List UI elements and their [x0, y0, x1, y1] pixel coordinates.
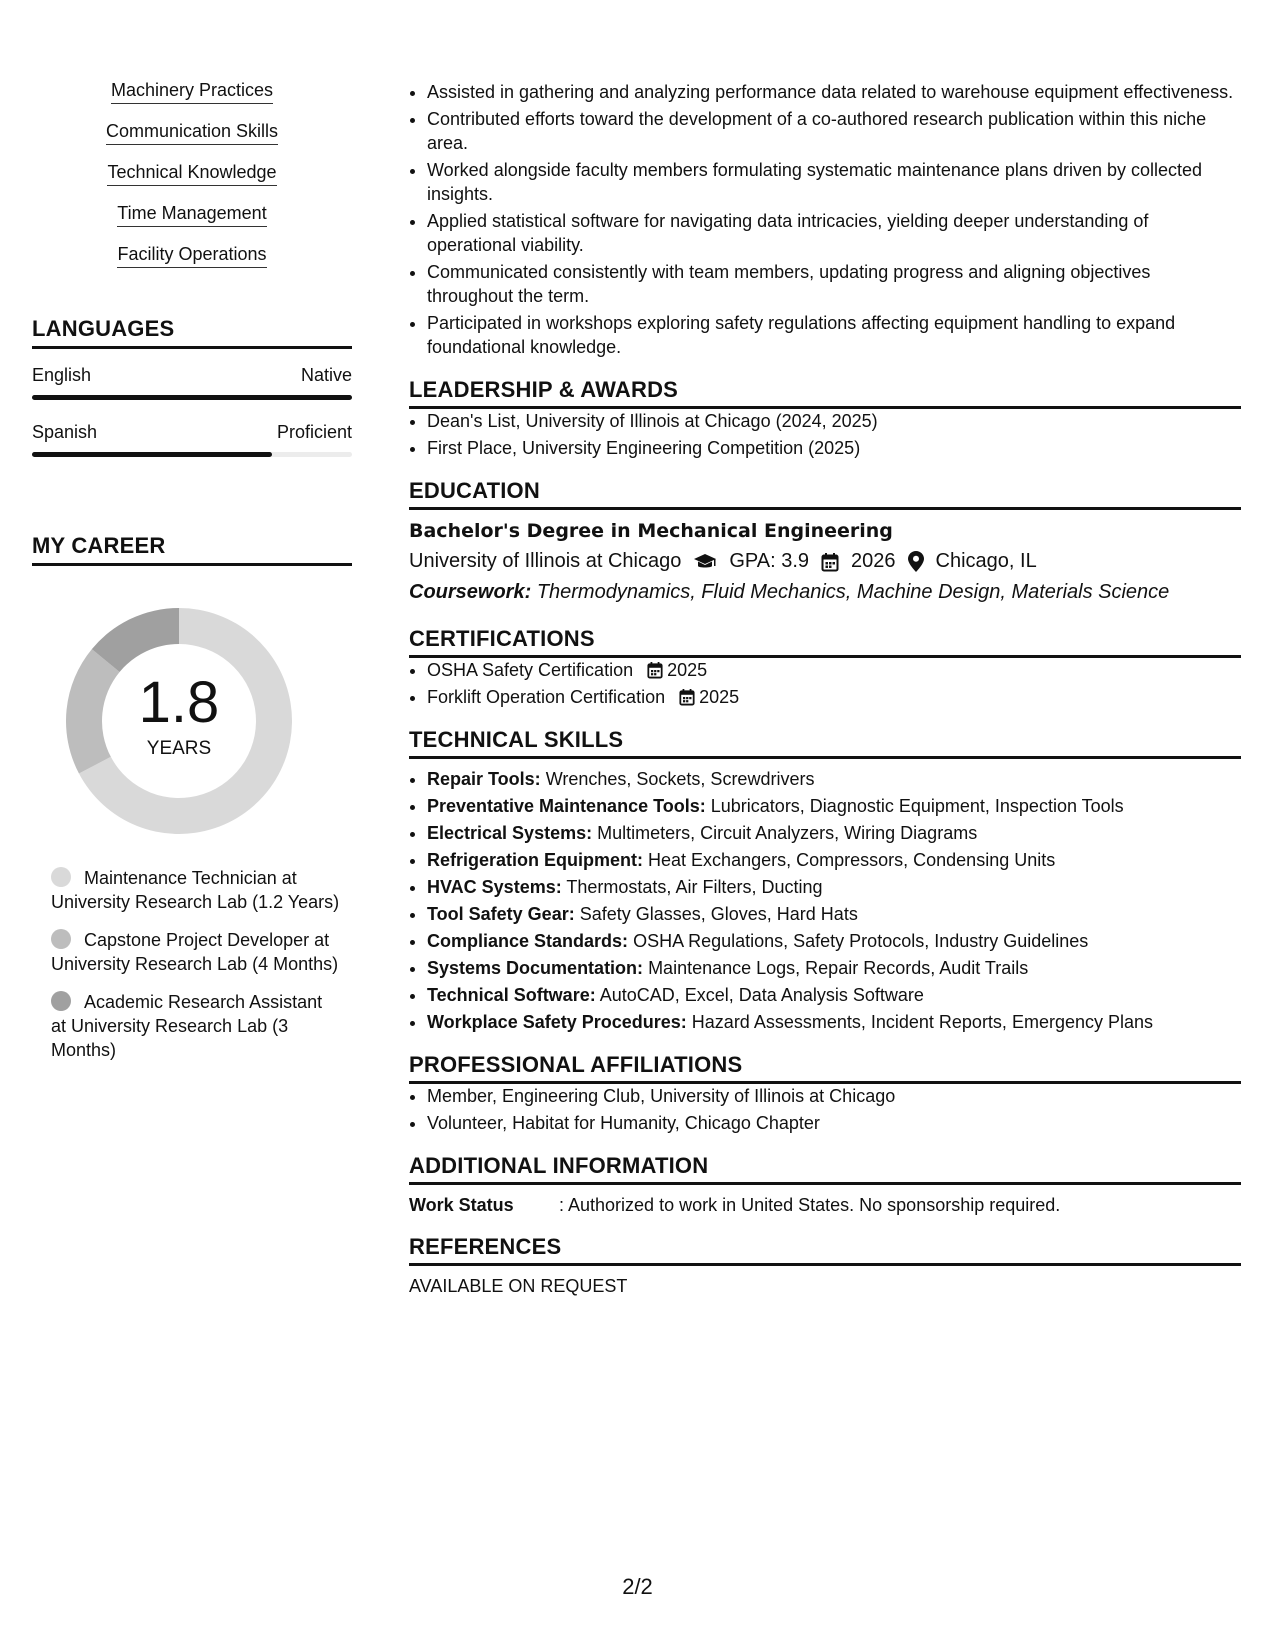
- graduation-year: 2026: [851, 550, 896, 572]
- tech-skill-label: Electrical Systems:: [427, 823, 593, 843]
- gpa-text: GPA: 3.9: [729, 550, 810, 572]
- tech-skill-item: [427, 983, 1241, 1007]
- tech-skill-item: [427, 848, 1241, 872]
- additional-info-section: [409, 1153, 1241, 1216]
- experience-bullet: • Contributed efforts toward the development of a co-authored research publication within this niche area.: [427, 107, 1241, 155]
- experience-bullet: • Worked alongside faculty members formulating systematic maintenance plans driven by collected insights.: [427, 158, 1241, 206]
- affiliation-item: • Volunteer, Habitat for Humanity, Chicago Chapter: [427, 1111, 1241, 1135]
- skill-tag: Facility Operations: [117, 244, 266, 268]
- work-status-value: : Authorized to work in United States. No sponsorship required.: [559, 1195, 1061, 1215]
- career-total-unit: YEARS: [146, 738, 212, 759]
- skill-tag: Time Management: [117, 203, 266, 227]
- references-section: [409, 1234, 1241, 1297]
- tech-skill-item: [427, 956, 1241, 980]
- tech-skill-item: [427, 821, 1241, 845]
- technical-skills-section: [409, 727, 1241, 1034]
- tech-skill-label: Compliance Standards:: [427, 931, 629, 951]
- tech-skill-label: Systems Documentation:: [427, 958, 644, 978]
- career-donut-chart: [66, 608, 292, 834]
- career-legend-label: Capstone Project Developer at University Research Lab (4 Months): [51, 930, 339, 974]
- tech-skill-label: Preventative Maintenance Tools:: [427, 796, 706, 816]
- tech-skill-item: [427, 1010, 1241, 1034]
- certification-year: 2025: [699, 687, 740, 707]
- language-level-fill: [32, 395, 352, 400]
- education-section: [409, 478, 1241, 604]
- tech-skill-item: [427, 794, 1241, 818]
- legend-dot-icon: [51, 929, 71, 949]
- tech-skill-value: Maintenance Logs, Repair Records, Audit Trails: [648, 958, 1029, 978]
- education-details: [409, 550, 1241, 573]
- career-section: [32, 533, 352, 1062]
- left-column: [32, 80, 352, 1076]
- experience-bullet: • Applied statistical software for navigating data intricacies, yielding deeper understanding of operational viability.: [427, 209, 1241, 257]
- experience-bullet: • Participated in workshops exploring safety regulations affecting equipment handling to expand foundational knowledge.: [427, 311, 1241, 359]
- tech-skill-label: Refrigeration Equipment:: [427, 850, 644, 870]
- legend-dot-icon: [51, 867, 71, 887]
- tech-skill-value: Heat Exchangers, Compressors, Condensing Units: [648, 850, 1056, 870]
- career-legend-item: [51, 866, 341, 914]
- school-name: University of Illinois at Chicago: [409, 550, 682, 572]
- degree-title: Bachelor's Degree in Mechanical Engineering: [409, 520, 893, 542]
- calendar-icon: [647, 661, 663, 679]
- legend-dot-icon: [51, 991, 71, 1011]
- languages-heading: LANGUAGES: [32, 316, 352, 349]
- tech-skill-value: Multimeters, Circuit Analyzers, Wiring Diagrams: [597, 823, 978, 843]
- tech-skill-value: OSHA Regulations, Safety Protocols, Industry Guidelines: [633, 931, 1089, 951]
- certification-item: [427, 658, 1241, 682]
- career-legend-item: [51, 928, 341, 976]
- award-item: • Dean's List, University of Illinois at Chicago (2024, 2025): [427, 409, 1241, 433]
- tech-skill-label: Technical Software:: [427, 985, 596, 1005]
- leadership-section: [409, 377, 1241, 460]
- language-name: English: [32, 365, 92, 385]
- skill-tag: Technical Knowledge: [107, 162, 276, 186]
- leadership-heading: LEADERSHIP & AWARDS: [409, 377, 1241, 409]
- certification-year: 2025: [667, 660, 708, 680]
- school-location: Chicago, IL: [935, 550, 1037, 572]
- right-column: [409, 80, 1241, 1297]
- skill-tag-list: [32, 80, 352, 268]
- career-legend-item: [51, 990, 341, 1062]
- career-legend-label: Maintenance Technician at University Research Lab (1.2 Years): [51, 868, 340, 912]
- coursework-list: Thermodynamics, Fluid Mechanics, Machine Design, Materials Science: [536, 581, 1170, 603]
- tech-skill-label: Workplace Safety Procedures:: [427, 1012, 687, 1032]
- tech-skill-value: Safety Glasses, Gloves, Hard Hats: [579, 904, 858, 924]
- tech-skill-value: Wrenches, Sockets, Screwdrivers: [545, 769, 815, 789]
- work-status-label: Work Status: [409, 1195, 514, 1215]
- career-total-value: 1.8: [138, 670, 220, 735]
- work-status-row: [409, 1195, 1241, 1216]
- language-level-fill: [32, 452, 272, 457]
- languages-section: [32, 316, 352, 457]
- affiliations-section: [409, 1052, 1241, 1135]
- skill-tag: Communication Skills: [106, 121, 278, 145]
- language-level: Proficient: [276, 422, 352, 442]
- experience-bullet: • Communicated consistently with team members, updating progress and aligning objectives throughout the term.: [427, 260, 1241, 308]
- coursework-line: [409, 581, 1241, 604]
- page-number: 2/2: [622, 1574, 653, 1599]
- experience-bullet: • Assisted in gathering and analyzing performance data related to warehouse equipment effectiveness.: [427, 80, 1241, 104]
- career-legend-label: Academic Research Assistant at University Research Lab (3 Months): [51, 992, 323, 1060]
- language-item: [32, 422, 352, 457]
- references-text: AVAILABLE ON REQUEST: [409, 1276, 628, 1296]
- tech-skill-item: [427, 929, 1241, 953]
- location-pin-icon: [908, 551, 924, 572]
- tech-skill-item: [427, 875, 1241, 899]
- tech-skill-item: [427, 902, 1241, 926]
- language-name: Spanish: [32, 422, 98, 442]
- education-heading: EDUCATION: [409, 478, 1241, 510]
- tech-skill-label: HVAC Systems:: [427, 877, 562, 897]
- tech-skill-label: Repair Tools:: [427, 769, 541, 789]
- language-level-bar: [32, 395, 352, 400]
- tech-skill-label: Tool Safety Gear:: [427, 904, 575, 924]
- calendar-icon: [679, 688, 695, 706]
- language-item: [32, 365, 352, 400]
- affiliations-heading: PROFESSIONAL AFFILIATIONS: [409, 1052, 1241, 1084]
- certification-name: • Forklift Operation Certification: [427, 687, 666, 707]
- technical-skills-heading: TECHNICAL SKILLS: [409, 727, 1241, 759]
- tech-skill-value: Hazard Assessments, Incident Reports, Emergency Plans: [691, 1012, 1154, 1032]
- experience-bullets: [409, 80, 1241, 359]
- career-heading: MY CAREER: [32, 533, 352, 566]
- additional-info-heading: ADDITIONAL INFORMATION: [409, 1153, 1241, 1185]
- certifications-heading: CERTIFICATIONS: [409, 626, 1241, 658]
- tech-skill-value: Lubricators, Diagnostic Equipment, Inspection Tools: [710, 796, 1124, 816]
- graduation-cap-icon: [693, 553, 717, 571]
- tech-skill-value: AutoCAD, Excel, Data Analysis Software: [599, 985, 924, 1005]
- references-heading: REFERENCES: [409, 1234, 1241, 1266]
- certification-item: [427, 685, 1241, 709]
- calendar-icon: [821, 552, 839, 572]
- certifications-section: [409, 626, 1241, 709]
- certification-name: • OSHA Safety Certification: [427, 660, 634, 680]
- coursework-label: Coursework:: [409, 581, 532, 603]
- career-legend: [51, 866, 341, 1062]
- skill-tag: Machinery Practices: [111, 80, 273, 104]
- tech-skill-value: Thermostats, Air Filters, Ducting: [566, 877, 823, 897]
- award-item: • First Place, University Engineering Competition (2025): [427, 436, 1241, 460]
- affiliation-item: • Member, Engineering Club, University of Illinois at Chicago: [427, 1084, 1241, 1108]
- language-level: Native: [300, 365, 352, 385]
- tech-skill-item: [427, 767, 1241, 791]
- language-level-bar: [32, 452, 352, 457]
